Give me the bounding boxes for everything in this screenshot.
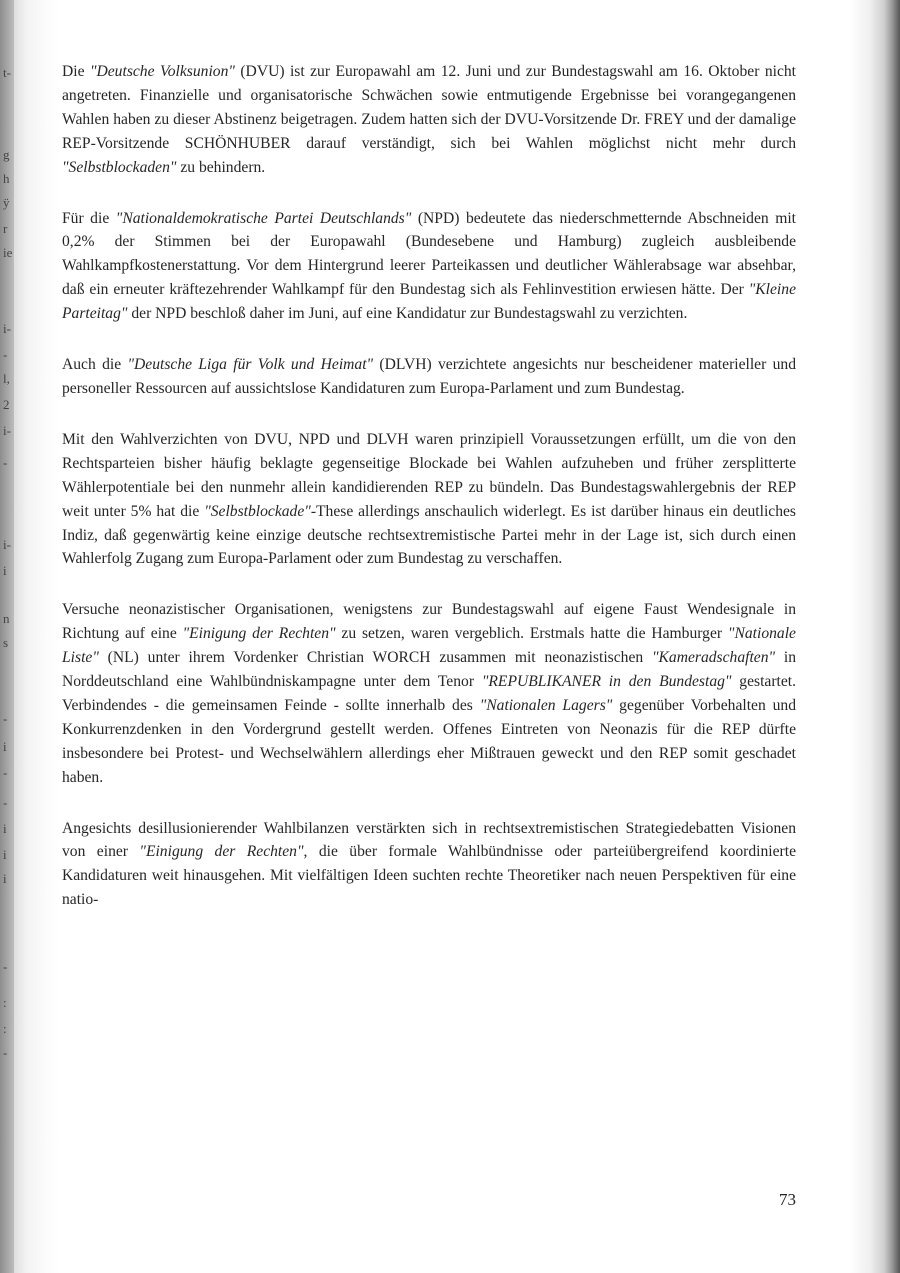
paragraph-dlvh: Auch die "Deutsche Liga für Volk und Heimat" (DLVH) verzichtete angesichts nur bescheidener materieller und personeller Ressourcen auf aussichtslose Kandidaturen zum Europa-Parlament und zum Bundestag. [62, 356, 796, 397]
italic-term: "Kleine Parteitag" [62, 281, 796, 323]
italic-term: "Selbstblockade" [204, 502, 311, 520]
page-number: 73 [779, 1190, 796, 1209]
paragraph-npd: Für die "Nationaldemokratische Partei Deutschlands" (NPD) bedeutete das niederschmetternde Abschneiden mit 0,2% der Stimmen bei der Europawahl (Bundesebene und Hamburg) zugleich ausbleibende Wahlkampfkostenerstattung. Vor dem Hintergrund leerer Parteikassen und deutlicher Wählerabsage war absehbar, daß ein erneuter kräftezehrender Wahlkampf für den Bundestag sich als Fehlinvestition erwiesen hätte. Der "Kleine Parteitag" der NPD beschloß daher im Juni, auf eine Kandidatur zur Bundestagswahl zu verzichten. [62, 209, 796, 323]
body-text [62, 60, 796, 939]
italic-term: "Selbstblockaden" [62, 158, 177, 176]
paragraph-neonazistische-versuche: Versuche neonazistischer Organisationen, wenigstens zur Bundestagswahl auf eigene Faust Wendesignale in Richtung auf eine "Einigung der Rechten" zu setzen, waren vergeblich. Erstmals hatte die Hamburger "Nationale Liste" (NL) unter ihrem Vordenker Christian WORCH zusammen mit neonazistischen "Kameradschaften" in Norddeutschland eine Wahlbündniskampagne unter dem Tenor "REPUBLIKANER in den Bundestag" gestartet. Verbindendes - die gemeinsamen Feinde - sollte innerhalb des "Nationalen Lagers" gegenüber Vorbehalten und Konkurrenzdenken in den Vordergrund gestellt werden. Offenes Eintreten von Neonazis für die REP dürfte insbesondere bei Protest- und Wechselwählern allerdings eher Mißtrauen geweckt und den REP somit geschadet haben. [62, 601, 797, 786]
italic-term: "Nationale Liste" [62, 625, 796, 667]
italic-term: "Deutsche Liga für Volk und Heimat" [127, 356, 374, 374]
italic-term: "Deutsche Volksunion" [89, 63, 235, 80]
italic-term: "Einigung der Rechten" [139, 843, 304, 861]
italic-term: "Einigung der Rechten" [182, 625, 336, 643]
italic-term: "Kameradschaften" [651, 649, 776, 667]
italic-term: "REPUBLIKANER in den Bundestag" [481, 673, 732, 691]
italic-term: "Nationaldemokratische Partei Deutschlands" [115, 209, 412, 227]
paragraph-dvu: Die "Deutsche Volksunion" (DVU) ist zur Europawahl am 12. Juni und zur Bundestagswahl am 16. Oktober nicht angetreten. Finanzielle und organisatorische Schwächen sowie entmutigende Ergebnisse bei vorangegangenen Wahlen haben zu dieser Abstinenz beigetragen. Zudem hatten sich der DVU-Vorsitzende Dr. FREY und der damalige REP-Vorsitzende SCHÖNHUBER darauf verständigt, sich bei Wahlen möglichst nicht mehr durch "Selbstblockaden" zu behindern. [62, 63, 796, 176]
previous-page-bleed: t- g h ÿ r ie i- - l, 2 i- - i- i n s - i - - i i i - : : - [3, 65, 13, 1060]
paragraph-strategiedebatten: Angesichts desillusionierender Wahlbilanzen verstärkten sich in rechtsextremistischen Strategiedebatten Visionen von einer "Einigung der Rechten", die über formale Wahlbündnisse oder parteiübergreifend koordinierte Kandidaturen weit hinausgehen. Mit vielfältigen Ideen suchten rechte Theoretiker nach neuen Perspektiven für eine natio- [62, 819, 796, 909]
italic-term: "Nationalen Lagers" [479, 696, 613, 714]
paragraph-wahlverzichte: Mit den Wahlverzichten von DVU, NPD und DLVH waren prinzipiell Voraussetzungen erfüllt, um die von den Rechtsparteien bisher häufig beklagte gegenseitige Blockade bei Wahlen aufzuheben und früher zersplitterte Wählerpotentiale bei den nunmehr allein kandidierenden REP zu bündeln. Das Bundestagswahlergebnis der REP weit unter 5% hat die "Selbstblockade"-These allerdings anschaulich widerlegt. Es ist darüber hinaus ein deutliches Indiz, daß gegenwärtig keine einzige deutsche rechtsextremistische Partei mehr in der Lage ist, sich durch einen Wahlerfolg Zugang zum Europa-Parlament oder zum Bundestag zu verschaffen. [62, 430, 796, 568]
